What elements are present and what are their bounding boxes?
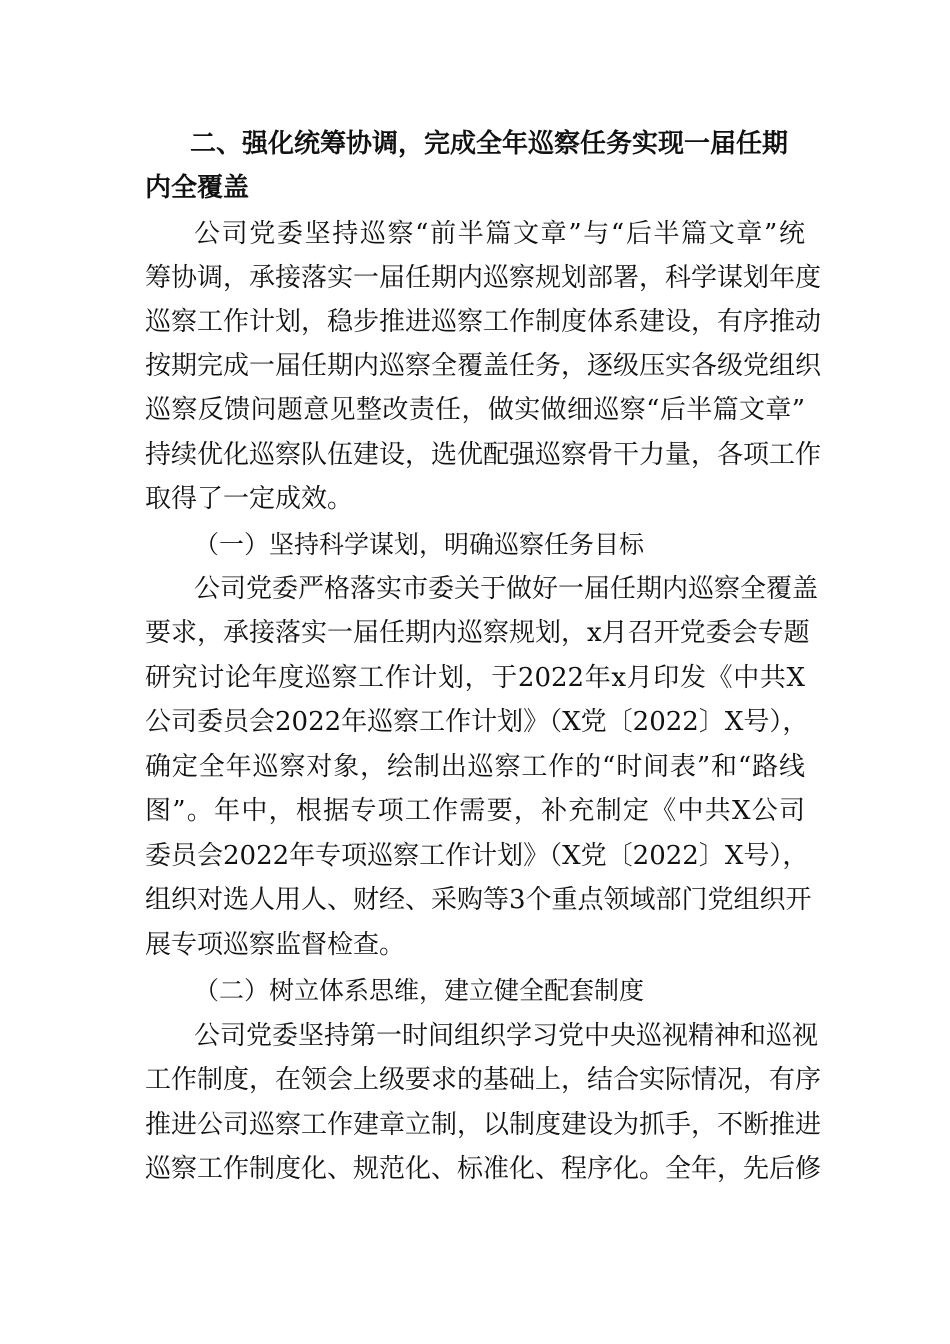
- intro-paragraph-line-2: 筹协调，承接落实一届任期内巡察规划部署，科学谋划年度: [145, 263, 822, 293]
- subsection-1-line-6: 图”。年中，根据专项工作需要，补充制定《中共X公司: [145, 796, 805, 826]
- intro-paragraph-line-3: 巡察工作计划，稳步推进巡察工作制度体系建设，有序推动: [145, 307, 822, 337]
- intro-paragraph-line-1: 公司党委坚持巡察“前半篇文章”与“后半篇文章”统: [194, 219, 805, 249]
- subsection-2-line-2: 工作制度，在领会上级要求的基础上，结合实际情况，有序: [145, 1065, 822, 1095]
- subsection-2-line-4: 巡察工作制度化、规范化、标准化、程序化。全年，先后修: [145, 1154, 822, 1184]
- subsection-1-title: （一）坚持科学谋划，明确巡察任务目标: [194, 530, 645, 559]
- subsection-2-line-1: 公司党委坚持第一时间组织学习党中央巡视精神和巡视: [194, 1021, 819, 1051]
- intro-paragraph-line-4: 按期完成一届任期内巡察全覆盖任务，逐级压实各级党组织: [145, 351, 822, 381]
- intro-paragraph-line-5: 巡察反馈问题意见整改责任，做实做细巡察“后半篇文章”: [145, 395, 805, 425]
- subsection-1-line-5: 确定全年巡察对象，绘制出巡察工作的“时间表”和“路线: [145, 752, 805, 782]
- subsection-1-line-9: 展专项巡察监督检查。: [145, 930, 406, 960]
- subsection-1-line-1: 公司党委严格落实市委关于做好一届任期内巡察全覆盖: [194, 574, 819, 604]
- subsection-2-line-3: 推进公司巡察工作建章立制，以制度建设为抓手，不断推进: [145, 1110, 822, 1140]
- subsection-1-line-8: 组织对选人用人、财经、采购等3个重点领域部门党组织开: [145, 885, 812, 915]
- subsection-1-line-3: 研究讨论年度巡察工作计划，于2022年x月印发《中共X: [145, 663, 805, 693]
- subsection-1-line-2: 要求，承接落实一届任期内巡察规划，x月召开党委会专题: [145, 618, 810, 648]
- subsection-1-line-7: 委员会2022年专项巡察工作计划》（X党〔2022〕X号），: [145, 841, 809, 871]
- intro-paragraph-line-6: 持续优化巡察队伍建设，选优配强巡察骨干力量，各项工作: [145, 440, 822, 470]
- subsection-1-line-4: 公司委员会2022年巡察工作计划》（X党〔2022〕X号），: [145, 707, 809, 737]
- section-heading-line-2: 内全覆盖: [145, 173, 250, 203]
- section-heading-line-1: 二、强化统筹协调，完成全年巡察任务实现一届任期: [190, 129, 789, 159]
- intro-paragraph-line-7: 取得了一定成效。: [145, 484, 354, 514]
- subsection-2-title: （二）树立体系思维，建立健全配套制度: [194, 976, 645, 1005]
